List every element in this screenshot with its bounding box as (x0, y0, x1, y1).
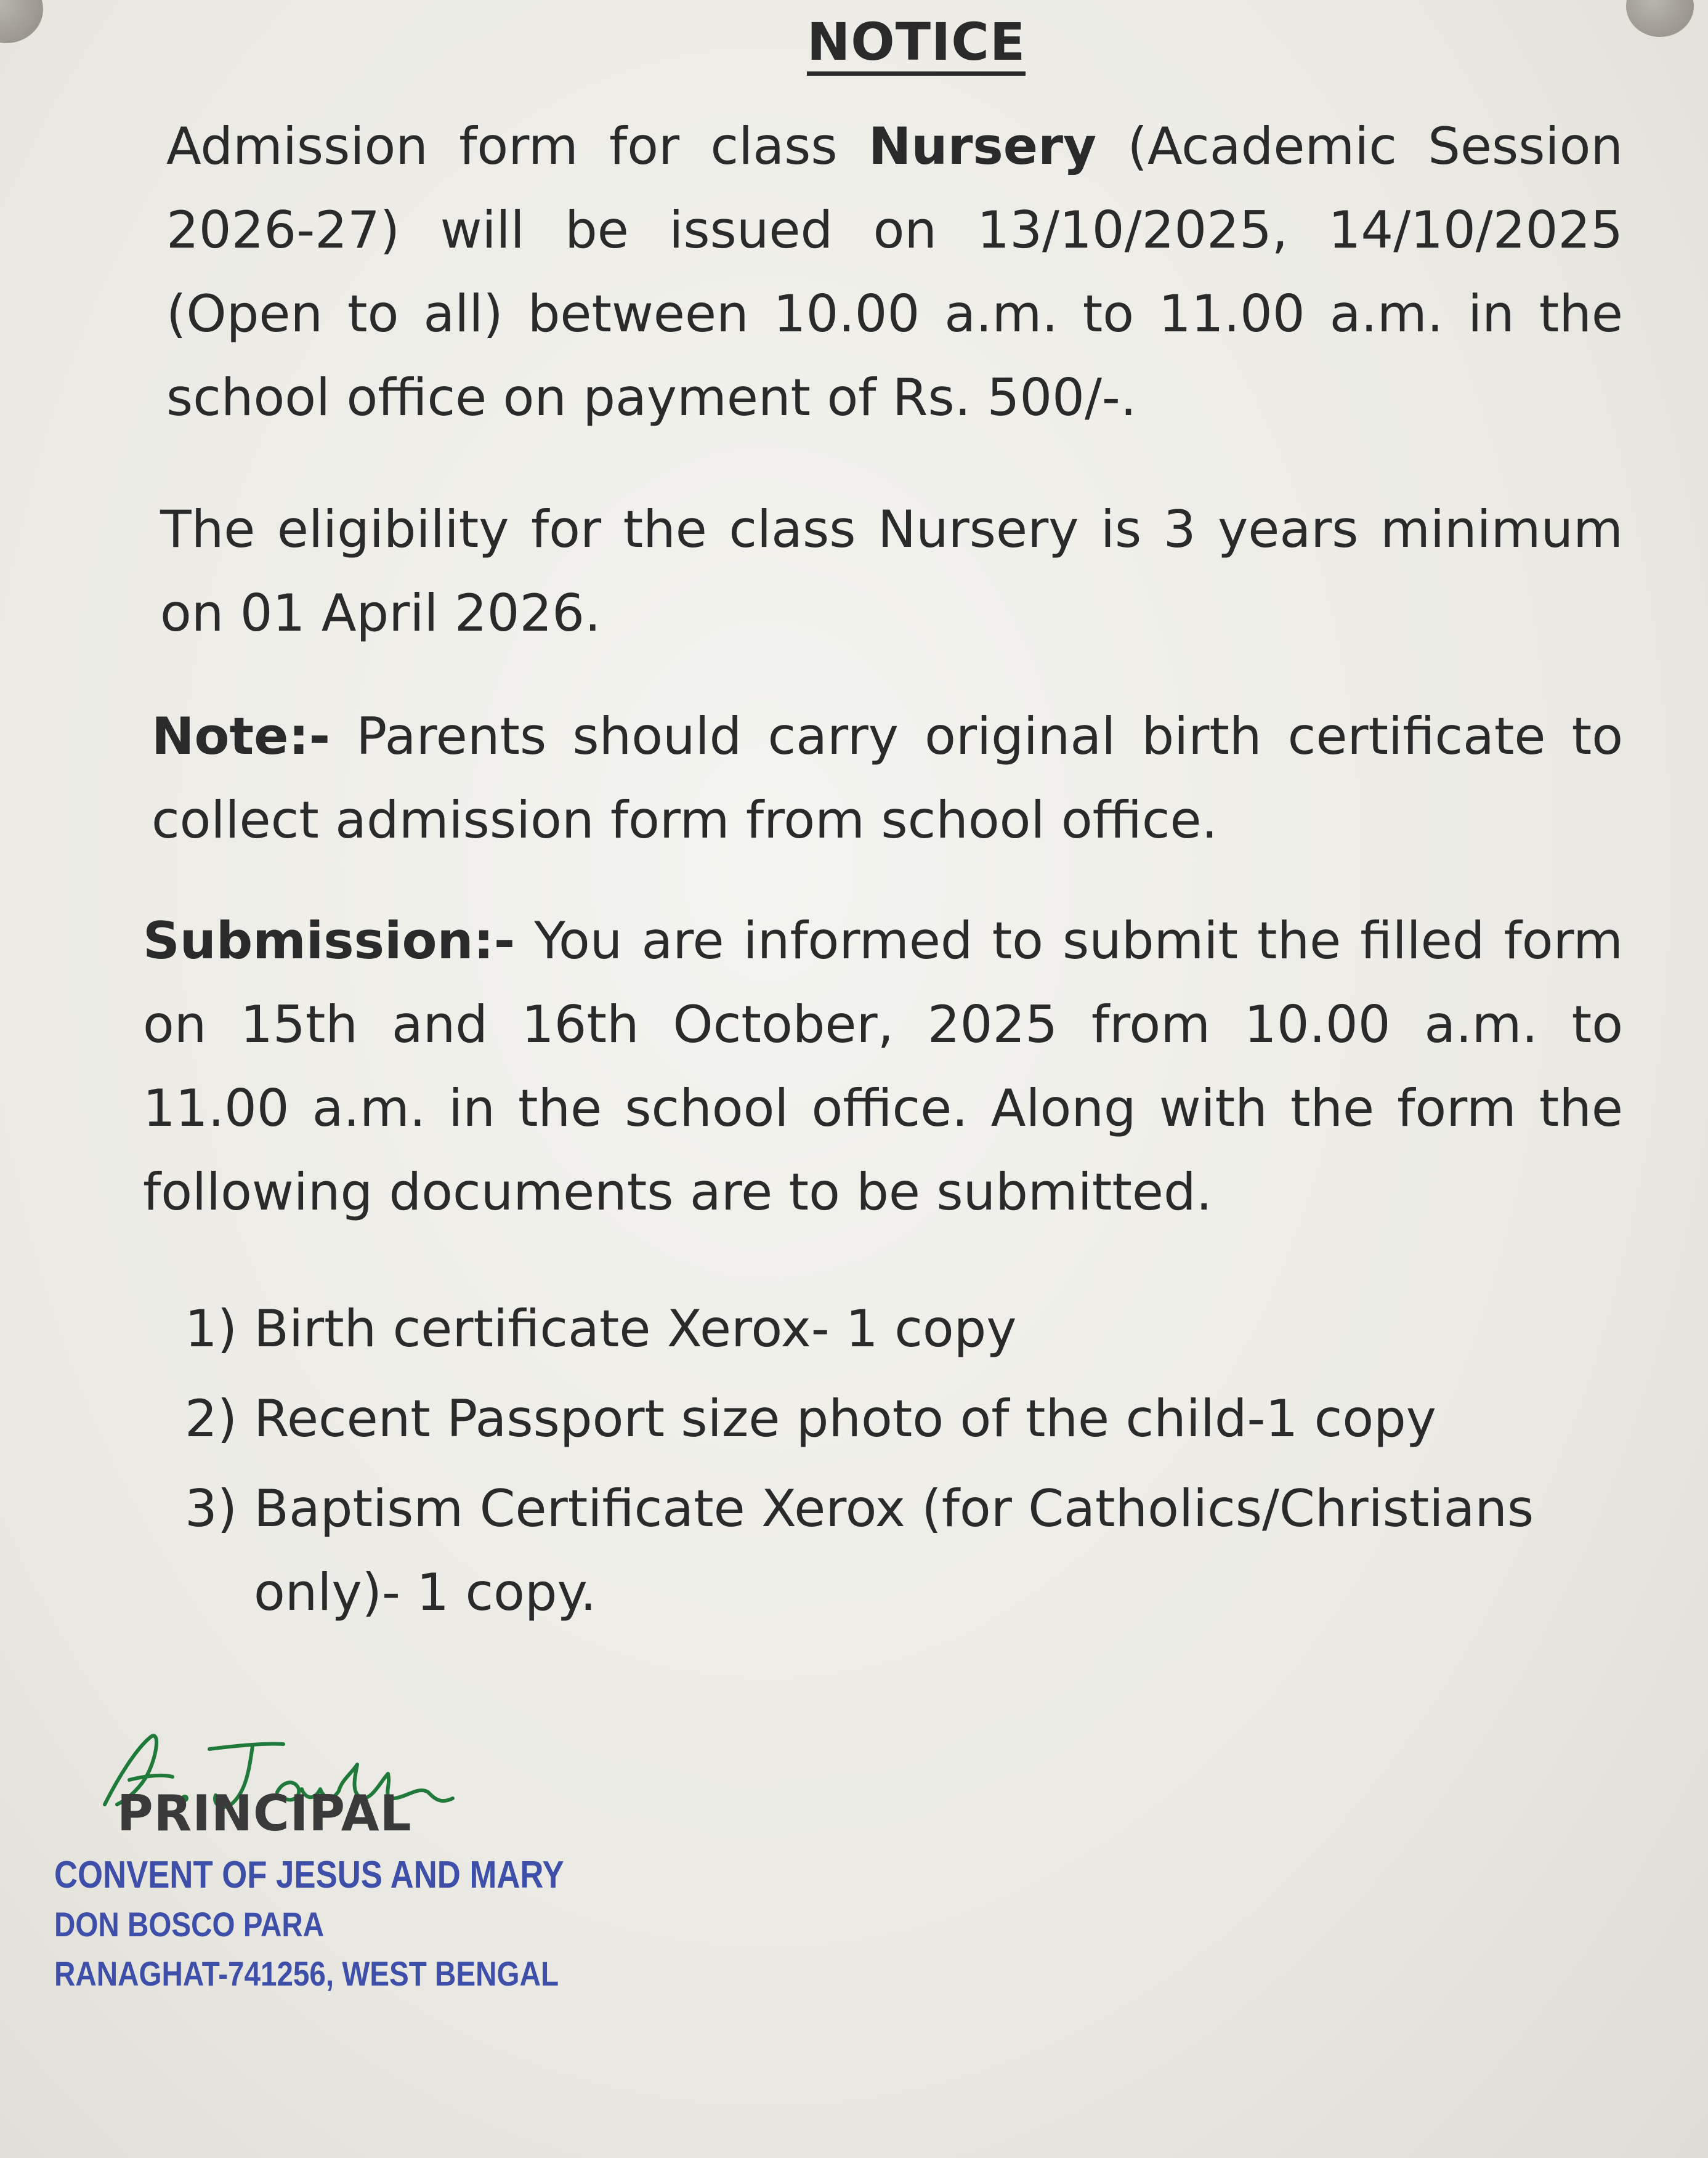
note-label: Note:- (152, 706, 331, 766)
note-paragraph (152, 695, 1623, 862)
list-item (185, 1287, 1632, 1371)
list-item-number: 2) (185, 1389, 238, 1449)
documents-list (185, 1287, 1632, 1641)
list-item-number: 3) (185, 1479, 238, 1538)
submission-text: You are informed to submit the filled form on 15th and 16th October, 2025 from 10.00 a.m. to 11.00 a.m. in the school office. Along with the form the following documents are to be submitted. (143, 911, 1623, 1222)
list-item-text: Recent Passport size photo of the child-1 copy (254, 1389, 1436, 1449)
note-text: Parents should carry original birth certificate to collect admission form from school office. (152, 706, 1623, 850)
list-item-text: Baptism Certificate Xerox (for Catholics/Christians only)- 1 copy. (254, 1479, 1534, 1622)
list-item-text: Birth certificate Xerox- 1 copy (254, 1299, 1017, 1359)
pin-right (1626, 0, 1694, 37)
stamp-school-name: CONVENT OF JESUS AND MARY (54, 1854, 564, 1896)
class-name: Nursery (868, 116, 1097, 176)
submission-paragraph (143, 899, 1623, 1234)
submission-label: Submission:- (143, 911, 516, 971)
admission-text-start: Admission form for class (166, 116, 868, 176)
pin-left (0, 0, 43, 43)
eligibility-paragraph: The eligibility for the class Nursery is 3 years minimum on 01 April 2026. (160, 499, 1623, 643)
list-item (185, 1467, 1632, 1635)
stamp-address: RANAGHAT-741256, WEST BENGAL (54, 1954, 559, 1993)
admission-text-end: (Academic Session 2026-27) will be issued on 13/10/2025, 14/10/2025 (Open to all) between 10.00 a.m. to 11.00 a.m. in the school office on payment of Rs. 500/-. (166, 116, 1623, 427)
notice-title: NOTICE (807, 14, 1026, 76)
school-stamp (54, 1851, 564, 1998)
principal-title: PRINCIPAL (117, 1785, 412, 1842)
admission-paragraph (166, 105, 1623, 440)
list-item (185, 1377, 1632, 1461)
stamp-locality: DON BOSCO PARA (54, 1905, 325, 1944)
list-item-number: 1) (185, 1299, 238, 1359)
